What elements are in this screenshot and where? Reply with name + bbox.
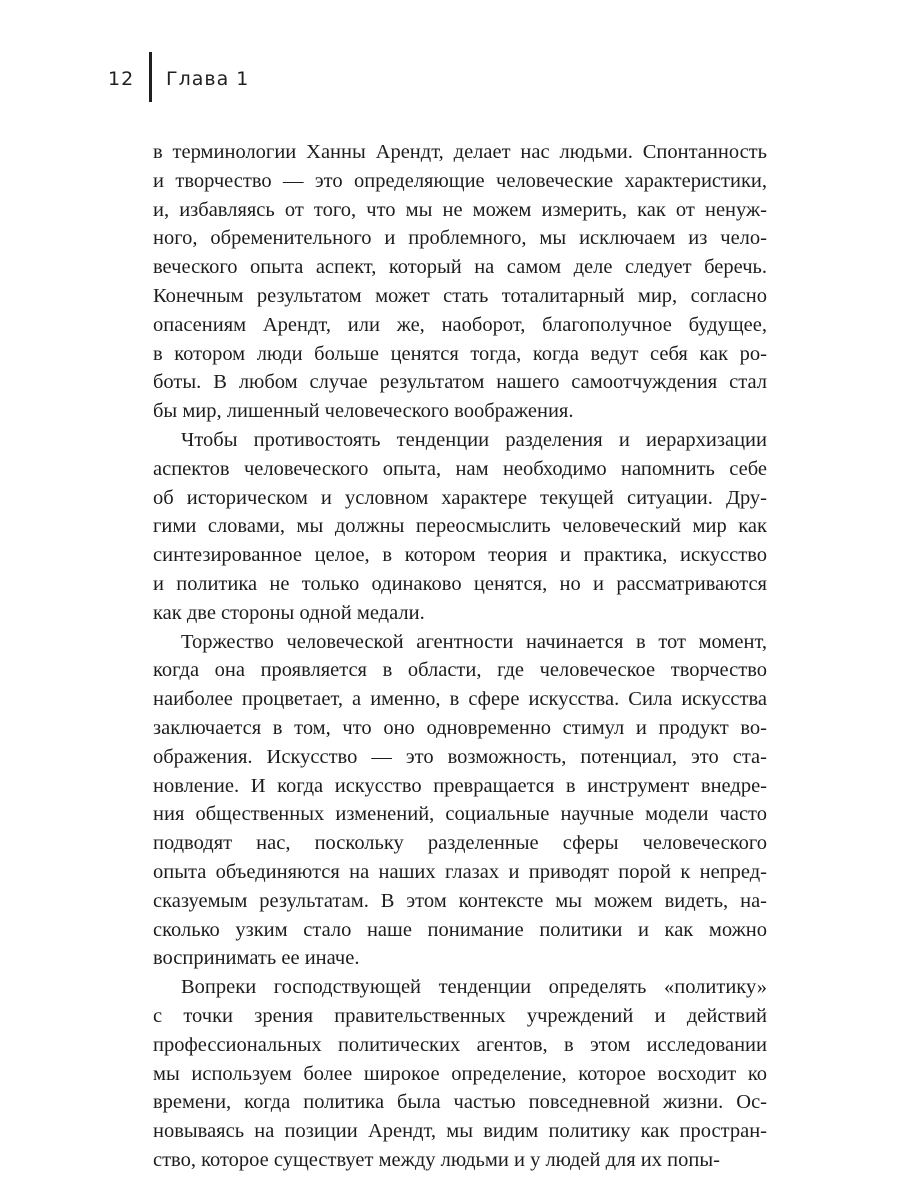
paragraph bbox=[153, 426, 767, 628]
text-line: когда она проявляется в области, где человеческое творчество bbox=[153, 659, 767, 682]
text-line: ного, обременительного и проблемного, мы исключаем из чело- bbox=[153, 227, 767, 250]
text-line: Конечным результатом может стать тоталитарный мир, согласно bbox=[153, 284, 767, 307]
text-line: новываясь на позиции Арендт, мы видим политику как простран- bbox=[153, 1120, 767, 1143]
text-line: аспектов человеческого опыта, нам необходимо напомнить себе bbox=[153, 457, 767, 480]
text-line: ния общественных изменений, социальные научные модели часто bbox=[153, 803, 767, 826]
text-line: боты. В любом случае результатом нашего самоотчуждения стал bbox=[153, 371, 767, 394]
text-line: в терминологии Ханны Арендт, делает нас людьми. Спонтанность bbox=[153, 141, 767, 163]
running-head bbox=[0, 0, 900, 120]
text-line: сколько узким стало наше понимание политики и как можно bbox=[153, 918, 767, 941]
text-line: гими словами, мы должны переосмыслить человеческий мир как bbox=[153, 515, 767, 538]
text-line: опасениям Арендт, или же, наоборот, благополучное будущее, bbox=[153, 313, 767, 336]
text-line: времени, когда политика была частью повседневной жизни. Ос- bbox=[153, 1091, 767, 1114]
text-line: и политика не только одинаково ценятся, но и рассматриваются bbox=[153, 572, 767, 595]
text-line: профессиональных политических агентов, в этом исследовании bbox=[153, 1033, 767, 1056]
text-line: мы используем более широкое определение, которое восходит ко bbox=[153, 1062, 767, 1085]
chapter-label: Глава 1 bbox=[166, 68, 250, 90]
text-line: ство, которое существует между людьми и у людей для их попы- bbox=[153, 1148, 720, 1171]
text-line: подводят нас, поскольку разделенные сферы человеческого bbox=[153, 832, 767, 855]
text-line: в котором люди больше ценятся тогда, когда ведут себя как ро- bbox=[153, 342, 767, 365]
paragraph bbox=[153, 973, 767, 1175]
text-line: Вопреки господствующей тенденции определять «политику» bbox=[181, 976, 767, 999]
body-text bbox=[153, 138, 767, 1175]
header-divider bbox=[149, 52, 152, 102]
text-line: сказуемым результатам. В этом контексте мы можем видеть, на- bbox=[153, 889, 767, 912]
text-line: веческого опыта аспект, который на самом деле следует беречь. bbox=[153, 256, 767, 279]
text-line: наиболее процветает, а именно, в сфере искусства. Сила искусства bbox=[153, 688, 767, 711]
text-line: Торжество человеческой агентности начинается в тот момент, bbox=[181, 630, 767, 653]
text-line: воспринимать ее иначе. bbox=[153, 947, 360, 970]
text-line: новление. И когда искусство превращается в инструмент внедре- bbox=[153, 774, 767, 797]
text-line: ображения. Искусство — это возможность, потенциал, это ста- bbox=[153, 745, 767, 768]
text-line: Чтобы противостоять тенденции разделения и иерархизации bbox=[181, 428, 767, 451]
text-line: и творчество — это определяющие человеческие характеристики, bbox=[153, 169, 767, 192]
paragraph bbox=[153, 138, 767, 426]
text-line: опыта объединяются на наших глазах и приводят порой к непред- bbox=[153, 860, 767, 883]
paragraph bbox=[153, 628, 767, 974]
text-line: бы мир, лишенный человеческого воображения. bbox=[153, 400, 574, 423]
text-line: об историческом и условном характере текущей ситуации. Дру- bbox=[153, 486, 767, 509]
text-line: как две стороны одной медали. bbox=[153, 601, 425, 624]
text-line: заключается в том, что оно одновременно стимул и продукт во- bbox=[153, 716, 767, 739]
text-line: с точки зрения правительственных учреждений и действий bbox=[153, 1004, 767, 1027]
text-line: синтезированное целое, в котором теория и практика, искусство bbox=[153, 544, 767, 567]
text-line: и, избавляясь от того, что мы не можем измерить, как от ненуж- bbox=[153, 198, 767, 221]
page-number: 12 bbox=[108, 68, 135, 90]
